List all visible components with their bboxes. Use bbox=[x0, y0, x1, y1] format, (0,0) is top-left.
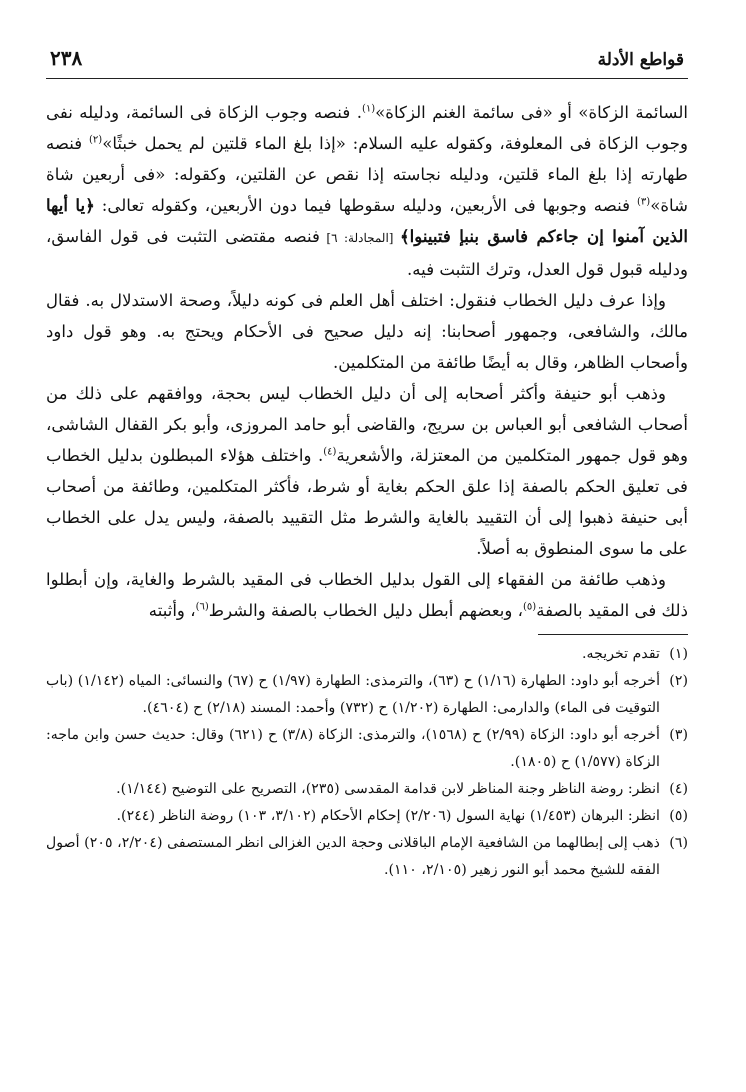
footnote-ref-5: (٥) bbox=[523, 601, 537, 613]
quran-verse: ﴿يا أيها الذين آمنوا إن جاءكم فاسق بنبإ فتبينوا﴾ bbox=[46, 195, 688, 246]
paragraph-2: وإذا عرف دليل الخطاب فنقول: اختلف أهل العلم فى كونه دليلاً، وصحة الاستدلال به. فقال مالك، والشافعى، وجمهور أصحابنا: إنه دليل صحيح فى الأحكام ويحتج به. وهو قول داود وأصحاب الظاهر، وقال به أيضًا طائفة من المتكلمين. bbox=[46, 291, 688, 372]
footnote bbox=[46, 722, 688, 776]
footnote-text: أخرجه أبو داود: الطهارة (١/١٦) ح (٦٣)، والترمذى: الطهارة (١/٩٧) ح (٦٧) والنسائى: المياه (١/١٤٢) (باب التوقيت فى الماء) والدارمى: الطهارة (١/٢٠٢) ح (٧٣٢) وأحمد: المسند (٢/١٨) ح (٤٦٠٤). bbox=[46, 673, 661, 716]
text-run: السائمة الزكاة» أو «فى سائمة الغنم الزكاة» bbox=[375, 103, 689, 122]
footnote bbox=[46, 803, 688, 830]
text-run: . واختلف هؤلاء المبطلون بدليل الخطاب فى تعليق الحكم بالصفة إذا علق الحكم بغاية أو شرط، فأكثر المتكلمين، وطائفة من أصحاب أبى حنيفة ذهبوا إلى أن التقييد بالغاية والشرط مثل التقييد بالصفة، وليس يدل على الخطاب على ما سوى المنطوق به أصلاً. bbox=[46, 446, 688, 558]
footnote-number: (٤) bbox=[669, 781, 688, 797]
text-run: فنصه طهارته إذا بلغ الماء قلتين، ودليله نجاسته إذا نقص عن القلتين، وكقوله: «فى أربعين شاة شاة» bbox=[46, 134, 689, 215]
footnote-number: (٢) bbox=[669, 673, 688, 689]
footnote-number: (٦) bbox=[669, 835, 688, 851]
footnote bbox=[46, 668, 688, 722]
footnote-number: (٥) bbox=[669, 808, 688, 824]
footnote-text: انظر: روضة الناظر وجنة المناظر لابن قدامة المقدسى (٢٣٥)، التصريح على التوضيح (١/١٤٤). bbox=[116, 781, 660, 797]
footnote-ref-1: (١) bbox=[361, 103, 376, 115]
page-number: ٢٣٨ bbox=[50, 46, 83, 70]
footnote-ref-6: (٦) bbox=[195, 601, 209, 613]
text-run: وذهب أبو حنيفة وأكثر أصحابه إلى أن دليل الخطاب ليس بحجة، ووافقهم على ذلك من أصحاب الشافعى أبو العباس بن سريج، والقاضى أبو حامد المروزى، وأبو بكر القفال الشاشى، وهو قول جمهور المتكلمين من المعتزلة، والأشعرية bbox=[46, 384, 688, 465]
footnote bbox=[46, 830, 688, 884]
text-run: ، وأثبته bbox=[148, 601, 196, 620]
footnote-ref-3: (٣) bbox=[637, 196, 651, 208]
text-run: فنصه مقتضى التثبت فى قول الفاسق، ودليله قبول قول العدل، وترك التثبت فيه. bbox=[46, 227, 688, 279]
paragraph-3 bbox=[46, 378, 688, 564]
text-run: ، وبعضهم أبطل دليل الخطاب بالصفة والشرط bbox=[208, 601, 523, 620]
footnote bbox=[46, 641, 688, 668]
paragraph-4 bbox=[46, 564, 688, 626]
footnote-text: أخرجه أبو داود: الزكاة (٢/٩٩) ح (١٥٦٨)، والترمذى: الزكاة (٣/٨) ح (٦٢١) وقال: حديث حسن وابن ماجه: الزكاة (١/٥٧٧) ح (١٨٠٥). bbox=[46, 727, 660, 770]
text-run: وذهب طائفة من الفقهاء إلى القول بدليل الخطاب فى المقيد بالشرط والغاية، وإن أبطلوا ذلك فى المقيد بالصفة bbox=[46, 570, 688, 620]
footnote-text: ذهب إلى إبطالهما من الشافعية الإمام الباقلانى وحجة الدين الغزالى انظر المستصفى (٢/٢٠٤، ٢٠٥) أصول الفقه للشيخ محمد أبو النور زهير (٢/١٠٥، ١١٠). bbox=[46, 835, 660, 878]
footnote-number: (١) bbox=[669, 646, 688, 662]
main-text bbox=[46, 97, 688, 626]
paragraph-1 bbox=[46, 97, 688, 285]
verse-citation: [المجادلة: ٦] bbox=[319, 231, 400, 245]
footnote-number: (٣) bbox=[669, 727, 688, 743]
text-run: فنصه وجوبها فى الأربعين، ودليله سقوطها فيما دون الأربعين، وكقوله تعالى: bbox=[94, 196, 638, 215]
footnote-ref-2: (٢) bbox=[89, 134, 103, 146]
footnotes bbox=[46, 641, 688, 884]
footnote-divider bbox=[538, 634, 688, 635]
text-run: . فنصه وجوب الزكاة فى السائمة، ودليله نفى وجوب الزكاة فى المعلوفة، وكقوله عليه السلام: «إذا بلغ الماء قلتين لم يحمل خبثًا» bbox=[46, 103, 688, 153]
running-title: قواطع الأدلة bbox=[597, 50, 684, 70]
footnote-ref-4: (٤) bbox=[323, 446, 337, 458]
running-header bbox=[46, 46, 688, 79]
footnote bbox=[46, 776, 688, 803]
footnote-text: انظر: البرهان (١/٤٥٣) نهاية السول (٢/٢٠٦) إحكام الأحكام (٣/١٠٢، ١٠٣) روضة الناظر (٢٤٤). bbox=[116, 808, 660, 824]
footnote-text: تقدم تخريجه. bbox=[581, 646, 660, 662]
